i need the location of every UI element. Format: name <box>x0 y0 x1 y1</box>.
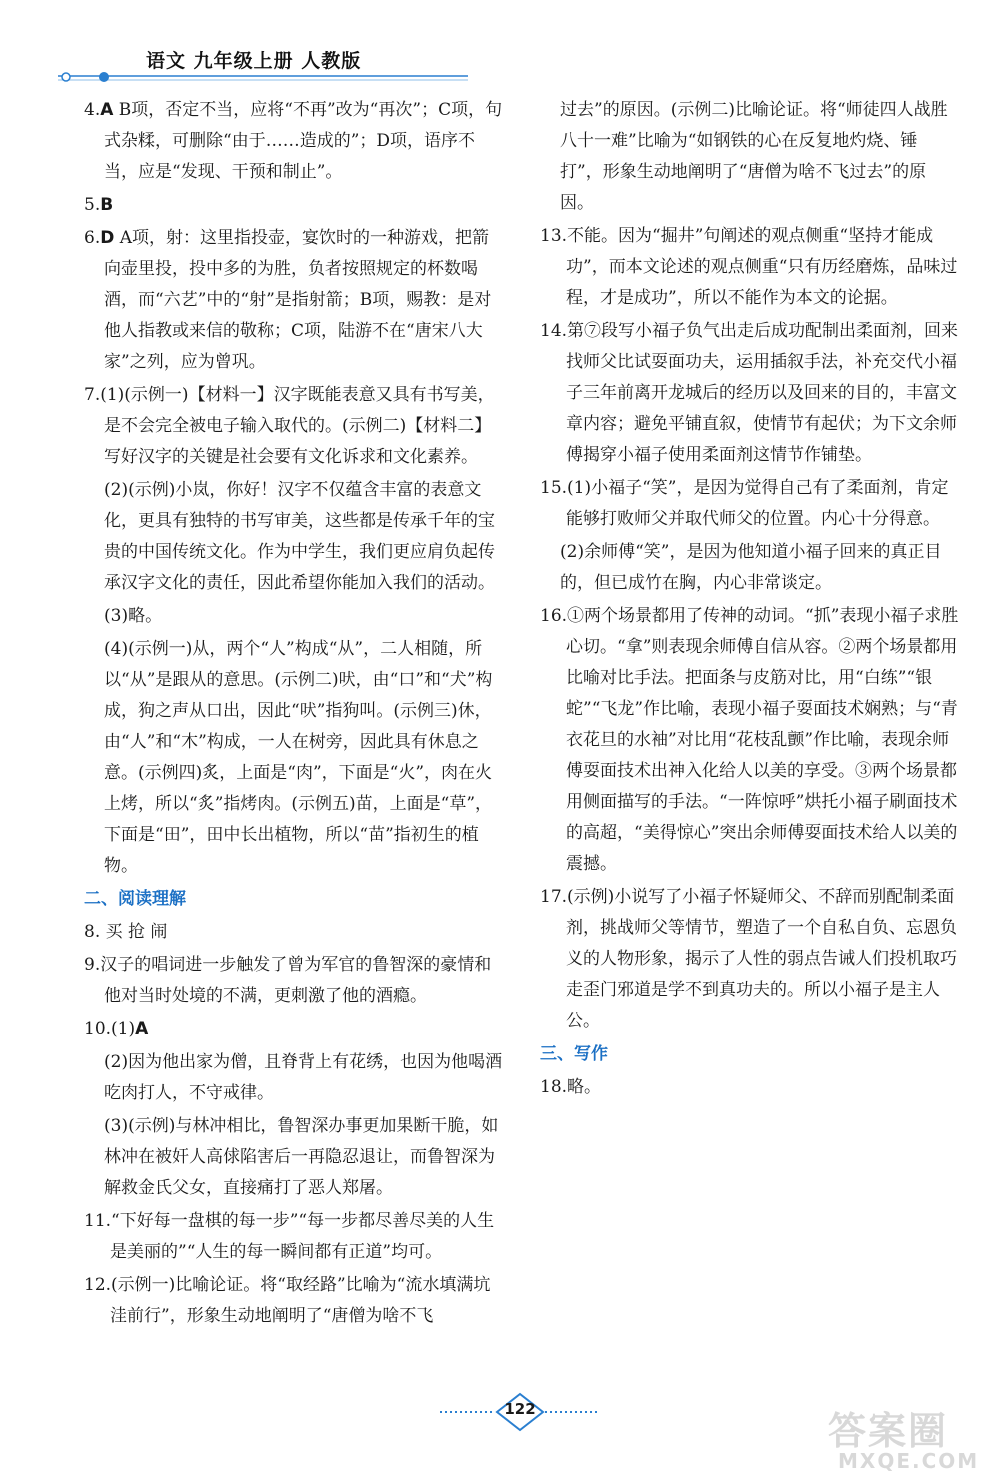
answer-17: 17.(示例)小说写了小福子怀疑师父、不辞而别配制柔面剂，挑战师父等情节，塑造了一个自私自负、忘恩负义的人物形象，揭示了人性的弱点告诫人们投机取巧走歪门邪道是学不到真功夫的。所以小福子是主人公。 <box>540 887 957 1031</box>
answer-4 <box>84 95 506 188</box>
q-number: 6. <box>84 228 101 248</box>
answer-5 <box>84 190 506 221</box>
page-number: 122 <box>504 1400 536 1418</box>
q-answer: A <box>135 1019 149 1039</box>
answer-8: 8. 买 抢 闹 <box>84 922 168 942</box>
section-heading-reading: 二、阅读理解 <box>84 889 186 909</box>
header-decoration <box>58 66 478 86</box>
answer-16: 16.①两个场景都用了传神的动词。“抓”表现小福子求胜心切。“拿”则表现余师傅自信从容。②两个场景都用比喻对比手法。把面条与皮筋对比，用“白练”“银蛇”“飞龙”作比喻，表现小福子耍面技术娴熟；与“青衣花旦的水袖”对比用“花枝乱颤”作比喻，表现余师傅耍面技术出神入化给人以美的享受。③两个场景都用侧面描写的手法。“一阵惊呼”烘托小福子刷面技术的高超，“美得惊心”突出余师傅耍面技术给人以美的震撼。 <box>540 606 959 874</box>
answer-13: 13.不能。因为“掘井”句阐述的观点侧重“坚持才能成功”，而本文论述的观点侧重“只有历经磨炼，品味过程，才是成功”，所以不能作为本文的论据。 <box>540 226 958 308</box>
answer-7-4: (4)(示例一)从，两个“人”构成“从”，二人相随，所以“从”是跟从的意思。(示例二)吠，由“口”和“犬”构成，狗之声从口出，因此“吠”指狗叫。(示例三)休，由“人”和“木”构成，一人在树旁，因此具有休息之意。(示例四)炙，上面是“肉”，下面是“火”，肉在火上烤，所以“炙”指烤肉。(示例五)苗，上面是“草”，下面是“田”，田中长出植物，所以“苗”指初生的植物。 <box>104 639 493 876</box>
site-watermark <box>828 1400 980 1473</box>
q-explanation: A项，射：这里指投壶，宴饮时的一种游戏，把箭向壶里投，投中多的为胜，负者按照规定的杯数喝酒，而“六艺”中的“射”是指射箭；B项，赐教：是对他人指教或来信的敬称；C项，陆游不在“唐宋八大家”之列，应为曾巩。 <box>104 228 492 372</box>
answer-10-2: (2)因为他出家为僧，且脊背上有花绣，也因为他喝酒吃肉打人，不守戒律。 <box>104 1052 503 1103</box>
answer-11: 11.“下好每一盘棋的每一步”“每一步都尽善尽美的人生是美丽的”“人生的每一瞬间都有正道”均可。 <box>84 1211 495 1262</box>
answer-10-1 <box>84 1014 506 1045</box>
q-number: 4. <box>84 100 101 120</box>
answer-9: 9.汉子的唱词进一步触发了曾为军官的鲁智深的豪情和他对当时处境的不满，更刺激了他的酒瘾。 <box>84 955 492 1006</box>
answer-6 <box>84 223 506 378</box>
q-answer: D <box>100 228 115 248</box>
section-heading-writing: 三、写作 <box>540 1044 608 1064</box>
q-answer: A <box>100 100 114 120</box>
page-number-footer <box>440 1392 600 1432</box>
right-column <box>540 95 960 1105</box>
watermark-logo-text: 答案圈 <box>828 1409 949 1453</box>
answer-12-continued: 过去”的原因。(示例二)比喻论证。将“师徒四人战胜八十一难”比喻为“如钢铁的心在反复地灼烧、锤打”，形象生动地阐明了“唐僧为啥不飞过去”的原因。 <box>560 100 948 213</box>
answer-15-2: (2)余师傅“笑”，是因为他知道小福子回来的真正目的，但已成竹在胸，内心非常谈定。 <box>560 542 942 593</box>
left-column <box>84 95 506 1334</box>
answer-14: 14.第⑦段写小福子负气出走后成功配制出柔面剂，回来找师父比试耍面功夫，运用插叙手法，补充交代小福子三年前离开龙城后的经历以及回来的目的，丰富文章内容；避免平铺直叙，使情节有起伏；为下文余师傅揭穿小福子使用柔面剂这情节作铺垫。 <box>540 321 959 465</box>
answer-7-3: (3)略。 <box>104 606 163 626</box>
q-answer: B <box>100 195 114 215</box>
answer-15-1: 15.(1)小福子“笑”，是因为觉得自己有了柔面剂，肯定能够打败师父并取代师父的位置。内心十分得意。 <box>540 478 949 529</box>
page-header <box>58 40 478 92</box>
header-title: 语文 九年级上册 人教版 <box>146 50 362 72</box>
watermark-url: MXQE.COM <box>838 1449 980 1473</box>
answer-18: 18.略。 <box>540 1077 602 1097</box>
q-explanation: B项，否定不当，应将“不再”改为“再次”；C项，句式杂糅，可删除“由于……造成的”；D项，语序不当，应是“发现、干预和制止”。 <box>104 100 503 182</box>
answer-7-1: 7.(1)(示例一)【材料一】汉字既能表意又具有书写美，是不会完全被电子输入取代的。(示例二)【材料二】写好汉字的关键是社会要有文化诉求和文化素养。 <box>84 385 495 467</box>
answer-12: 12.(示例一)比喻论证。将“取经路”比喻为“流水填满坑洼前行”，形象生动地阐明了“唐僧为啥不飞 <box>84 1275 491 1326</box>
answer-10-3: (3)(示例)与林冲相比，鲁智深办事更加果断干脆，如林冲在被奸人高俅陷害后一再隐忍退让，而鲁智深为解救金氏父女，直接痛打了恶人郑屠。 <box>104 1116 499 1198</box>
q-number: 10.(1) <box>84 1019 136 1039</box>
q-number: 5. <box>84 195 101 215</box>
answer-7-2: (2)(示例)小岚，你好！汉字不仅蕴含丰富的表意文化，更具有独特的书写审美，这些都是传承千年的宝贵的中国传统文化。作为中学生，我们更应肩负起传承汉字文化的责任，因此希望你能加入我们的活动。 <box>104 480 495 593</box>
